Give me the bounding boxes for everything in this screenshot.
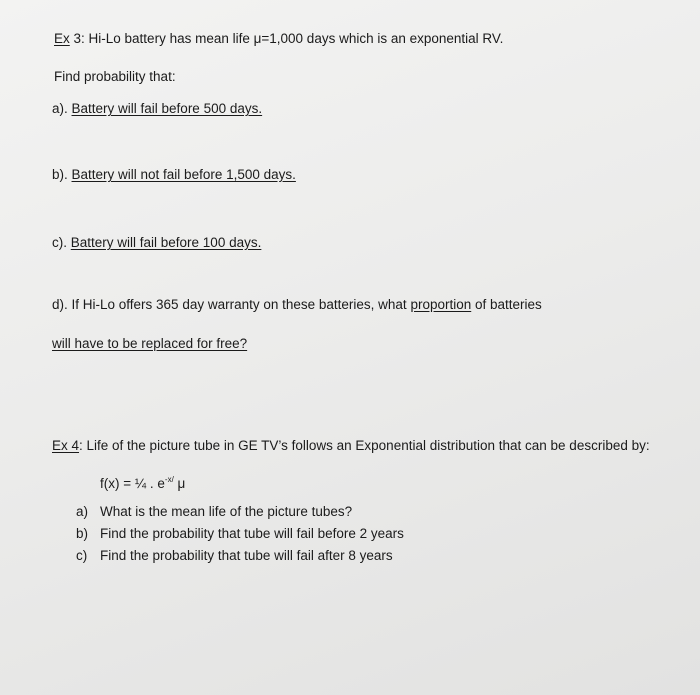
ex3-d-proportion: proportion [410,297,472,312]
formula-mu: μ [173,476,186,491]
ex4-question-list [76,504,404,570]
ex3-d-text: d). If Hi-Lo offers 365 day warranty on these batteries, what [52,297,411,312]
ex3-d-rest: of batteries [471,297,542,312]
ex4-c-label: c) [76,548,88,563]
ex3-question-b [52,167,296,183]
ex4-label: Ex 4 [52,438,80,453]
ex4-statement [52,438,650,454]
ex4-question-c [76,548,404,570]
ex3-b-label: b). [52,167,72,182]
ex4-a-label: a) [76,504,89,519]
ex3-a-label: a). [52,101,72,116]
ex3-label: Ex [54,31,70,46]
ex3-number: 3 [69,31,82,46]
ex4-formula [100,472,185,492]
ex3-c-text: Battery will fail before 100 days. [70,235,262,250]
formula-exponent: -x/ [164,475,174,484]
ex3-find-prompt: Find probability that: [54,69,176,84]
ex4-question-a [76,504,404,526]
ex4-b-label: b) [76,526,89,541]
ex4-question-b [76,526,404,548]
ex4-a-text: What is the mean life of the picture tubes? [100,504,353,519]
ex4-b-text: Find the probability that tube will fail before 2 years [100,526,404,541]
ex3-statement [54,31,503,47]
ex3-text: : Hi-Lo battery has mean life μ=1,000 days which is an exponential RV. [81,31,504,46]
ex3-question-a [52,101,262,117]
ex3-c-label: c). [52,235,71,250]
ex3-question-d-line2: will have to be replaced for free? [52,336,248,351]
ex4-c-text: Find the probability that tube will fail after 8 years [100,548,393,563]
ex3-question-c [52,235,261,251]
ex3-b-text: Battery will not fail before 1,500 days. [71,167,296,182]
ex3-question-d [52,297,542,313]
ex3-a-text: Battery will fail before 500 days. [71,101,263,116]
formula-main: f(x) = ¼ . e [100,476,165,491]
ex4-text: : Life of the picture tube in GE TV’s follows an Exponential distribution that can be described by: [79,438,650,453]
